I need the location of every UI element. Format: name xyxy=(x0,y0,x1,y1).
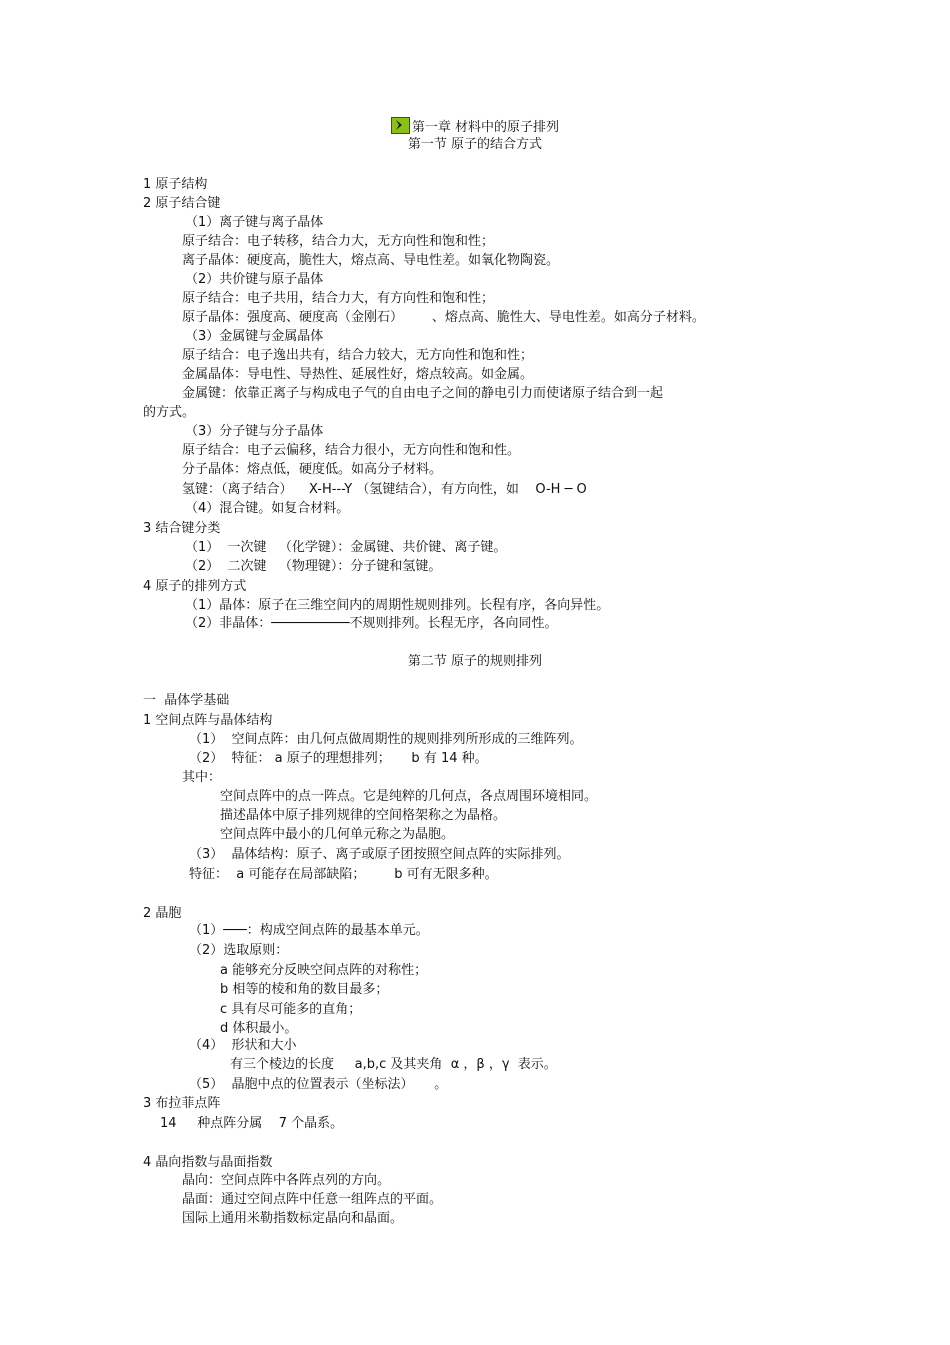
chapter-title: 第一章 材料中的原子排列 xyxy=(411,120,560,135)
text-line: （2） 二次键 （物理键）：分子键和氢键。 xyxy=(185,559,442,574)
text-line: d 体积最小。 xyxy=(220,1021,298,1036)
chapter-heading xyxy=(0,117,950,136)
text-line: 金属键：依靠正离子与构成电子气的自由电子之间的静电引力而使诸原子结合到一起 xyxy=(182,386,664,401)
text-line: 描述晶体中原子排列规律的空间格架称之为晶格。 xyxy=(220,808,507,823)
subheading-metallic: （3）金属键与金属晶体 xyxy=(185,329,324,344)
text-line: 原子晶体：强度高、硬度高（金刚石） 、熔点高、脆性大、导电性差。如高分子材料。 xyxy=(182,310,705,325)
text-line: 金属晶体：导电性、导热性、延展性好，熔点较高。如金属。 xyxy=(182,367,534,382)
text-line: 其中： xyxy=(182,770,222,785)
heading-arrangement: 4 原子的排列方式 xyxy=(143,579,247,594)
text-line: （2）选取原则： xyxy=(189,943,289,958)
text-line: 的方式。 xyxy=(143,405,196,420)
text-line: 原子结合：电子共用，结合力大，有方向性和饱和性； xyxy=(182,291,495,306)
text-line: （4） 形状和大小 xyxy=(189,1038,297,1053)
text-line: 离子晶体：硬度高，脆性大，熔点高、导电性差。如氧化物陶瓷。 xyxy=(182,253,560,268)
text-line: 晶向：空间点阵中各阵点列的方向。 xyxy=(182,1173,391,1188)
text-line: 有三个棱边的长度 a,b,c 及其夹角 α ，β ，γ 表示。 xyxy=(230,1057,557,1072)
text-line: 空间点阵中的点一阵点。它是纯粹的几何点，各点周围环境相同。 xyxy=(220,789,598,804)
text-line: （1） 空间点阵：由几何点做周期性的规则排列所形成的三维阵列。 xyxy=(189,732,583,747)
heading-bond-types: 3 结合键分类 xyxy=(143,521,221,536)
text-line: （3） 晶体结构：原子、离子或原子团按照空间点阵的实际排列。 xyxy=(189,847,570,862)
heading-bonding: 2 原子结合键 xyxy=(143,196,221,211)
text-line: 国际上通用米勒指数标定晶向和晶面。 xyxy=(182,1211,404,1226)
subheading-molecular: （3）分子键与分子晶体 xyxy=(185,424,324,439)
text-line: 原子结合：电子云偏移，结合力很小，无方向性和饱和性。 xyxy=(182,443,521,458)
text-line: （1）───：构成空间点阵的最基本单元。 xyxy=(189,923,429,938)
text-line: a 能够充分反映空间点阵的对称性； xyxy=(220,963,428,978)
text-line: （2） 特征： a 原子的理想排列； b 有 14 种。 xyxy=(189,751,488,766)
text-line: 特征： a 可能存在局部缺陷； b 可有无限多种。 xyxy=(189,867,498,882)
text-line: 空间点阵中最小的几何单元称之为晶胞。 xyxy=(220,827,455,842)
section-title: 第二节 原子的规则排列 xyxy=(407,654,543,669)
heading-crystallography: 一 晶体学基础 xyxy=(143,693,230,708)
heading-bravais: 3 布拉菲点阵 xyxy=(143,1096,221,1111)
subheading-mixed: （4）混合键。如复合材料。 xyxy=(185,501,350,516)
text-line: （1）晶体：原子在三维空间内的周期性规则排列。长程有序，各向异性。 xyxy=(185,598,610,613)
text-line: 原子结合：电子逸出共有，结合力较大，无方向性和饱和性； xyxy=(182,348,534,363)
text-line: （5） 晶胞中点的位置表示（坐标法） 。 xyxy=(189,1077,448,1092)
text-line: （2）非晶体：──────────不规则排列。长程无序，各向同性。 xyxy=(185,616,558,631)
text-line: （1） 一次键 （化学键）：金属键、共价键、离子键。 xyxy=(185,540,507,555)
heading-miller: 4 晶向指数与晶面指数 xyxy=(143,1155,273,1170)
subheading-covalent: （2）共价键与原子晶体 xyxy=(185,272,324,287)
text-line: 14 种点阵分属 7 个晶系。 xyxy=(160,1116,344,1131)
subheading-ionic: （1）离子键与离子晶体 xyxy=(185,215,324,230)
text-line: 分子晶体：熔点低，硬度低。如高分子材料。 xyxy=(182,462,443,477)
text-line: 氢键：（离子结合） X-H---Y （氢键结合），有方向性，如 O-H ─ O xyxy=(182,482,587,497)
heading-atomic-structure: 1 原子结构 xyxy=(143,177,208,192)
arrow-bookmark-icon[interactable] xyxy=(391,117,410,134)
text-line: 原子结合：电子转移，结合力大，无方向性和饱和性； xyxy=(182,234,495,249)
text-line: 晶面：通过空间点阵中任意一组阵点的平面。 xyxy=(182,1192,443,1207)
text-line: c 具有尽可能多的直角； xyxy=(220,1002,362,1017)
text-line: b 相等的棱和角的数目最多； xyxy=(220,982,389,997)
heading-lattice: 1 空间点阵与晶体结构 xyxy=(143,713,273,728)
section-title: 第一节 原子的结合方式 xyxy=(407,137,543,152)
heading-unit-cell: 2 晶胞 xyxy=(143,906,182,921)
